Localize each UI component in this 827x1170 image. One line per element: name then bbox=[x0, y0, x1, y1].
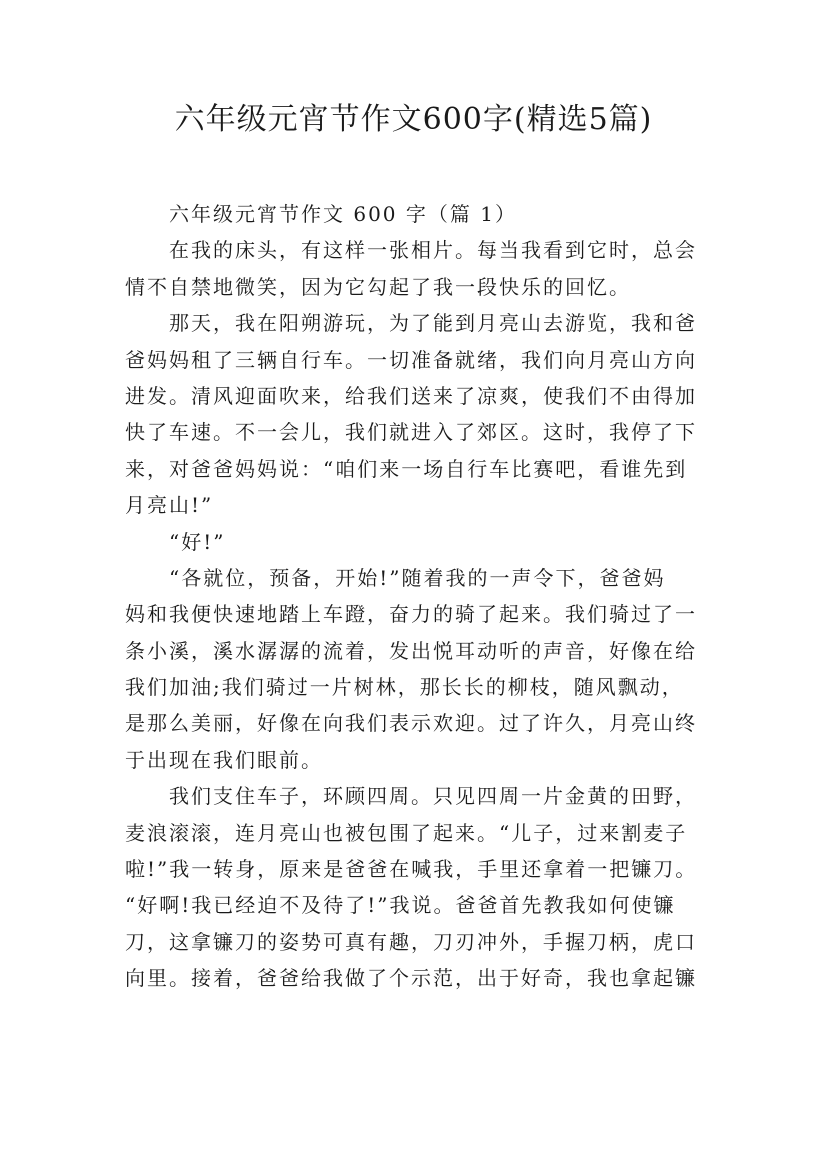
text-line: 于出现在我们眼前。 bbox=[125, 747, 323, 772]
text-line: 那天，我在阳朔游玩，为了能到月亮山去游览，我和爸 bbox=[169, 311, 697, 336]
text-line: 刀，这拿镰刀的姿势可真有趣，刀刃冲外，手握刀柄，虎口 bbox=[125, 929, 697, 954]
document-body bbox=[125, 196, 725, 997]
text-line: 月亮山!” bbox=[125, 493, 214, 518]
text-line: 进发。清风迎面吹来，给我们送来了凉爽，使我们不由得加 bbox=[125, 383, 697, 408]
text-line: 爸妈妈租了三辆自行车。一切准备就绪，我们向月亮山方向 bbox=[125, 347, 697, 372]
text-line: 条小溪，溪水潺潺的流着，发出悦耳动听的声音，好像在给 bbox=[125, 638, 697, 663]
text-line: 啦!”我一转身，原来是爸爸在喊我，手里还拿着一把镰刀。 bbox=[125, 857, 698, 882]
text-line: “好啊!我已经迫不及待了!”我说。爸爸首先教我如何使镰 bbox=[125, 893, 676, 918]
text-line: 情不自禁地微笑，因为它勾起了我一段快乐的回忆。 bbox=[125, 274, 631, 299]
text-line: 来，对爸爸妈妈说：“咱们来一场自行车比赛吧，看谁先到 bbox=[125, 456, 688, 481]
text-line: 麦浪滚滚，连月亮山也被包围了起来。“儿子，过来割麦子 bbox=[125, 820, 688, 845]
section-heading: 六年级元宵节作文 600 字（篇 1） bbox=[169, 202, 517, 226]
text-line: 我们支住车子，环顾四周。只见四周一片金黄的田野， bbox=[169, 784, 697, 809]
text-line: 妈和我便快速地踏上车蹬，奋力的骑了起来。我们骑过了一 bbox=[125, 602, 697, 627]
text-line: 在我的床头，有这样一张相片。每当我看到它时，总会 bbox=[169, 238, 697, 263]
text-line: 向里。接着，爸爸给我做了个示范，出于好奇，我也拿起镰 bbox=[125, 966, 697, 991]
text-line: 快了车速。不一会儿，我们就进入了郊区。这时，我停了下 bbox=[125, 420, 697, 445]
text-line: 我们加油;我们骑过一片树林，那长长的柳枝，随风飘动， bbox=[125, 675, 684, 700]
text-line: “好!” bbox=[169, 529, 226, 554]
document-title: 六年级元宵节作文600字(精选5篇) bbox=[174, 102, 653, 137]
text-line: “各就位，预备，开始!”随着我的一声令下，爸爸妈 bbox=[169, 565, 666, 590]
text-line: 是那么美丽，好像在向我们表示欢迎。过了许久，月亮山终 bbox=[125, 711, 697, 736]
